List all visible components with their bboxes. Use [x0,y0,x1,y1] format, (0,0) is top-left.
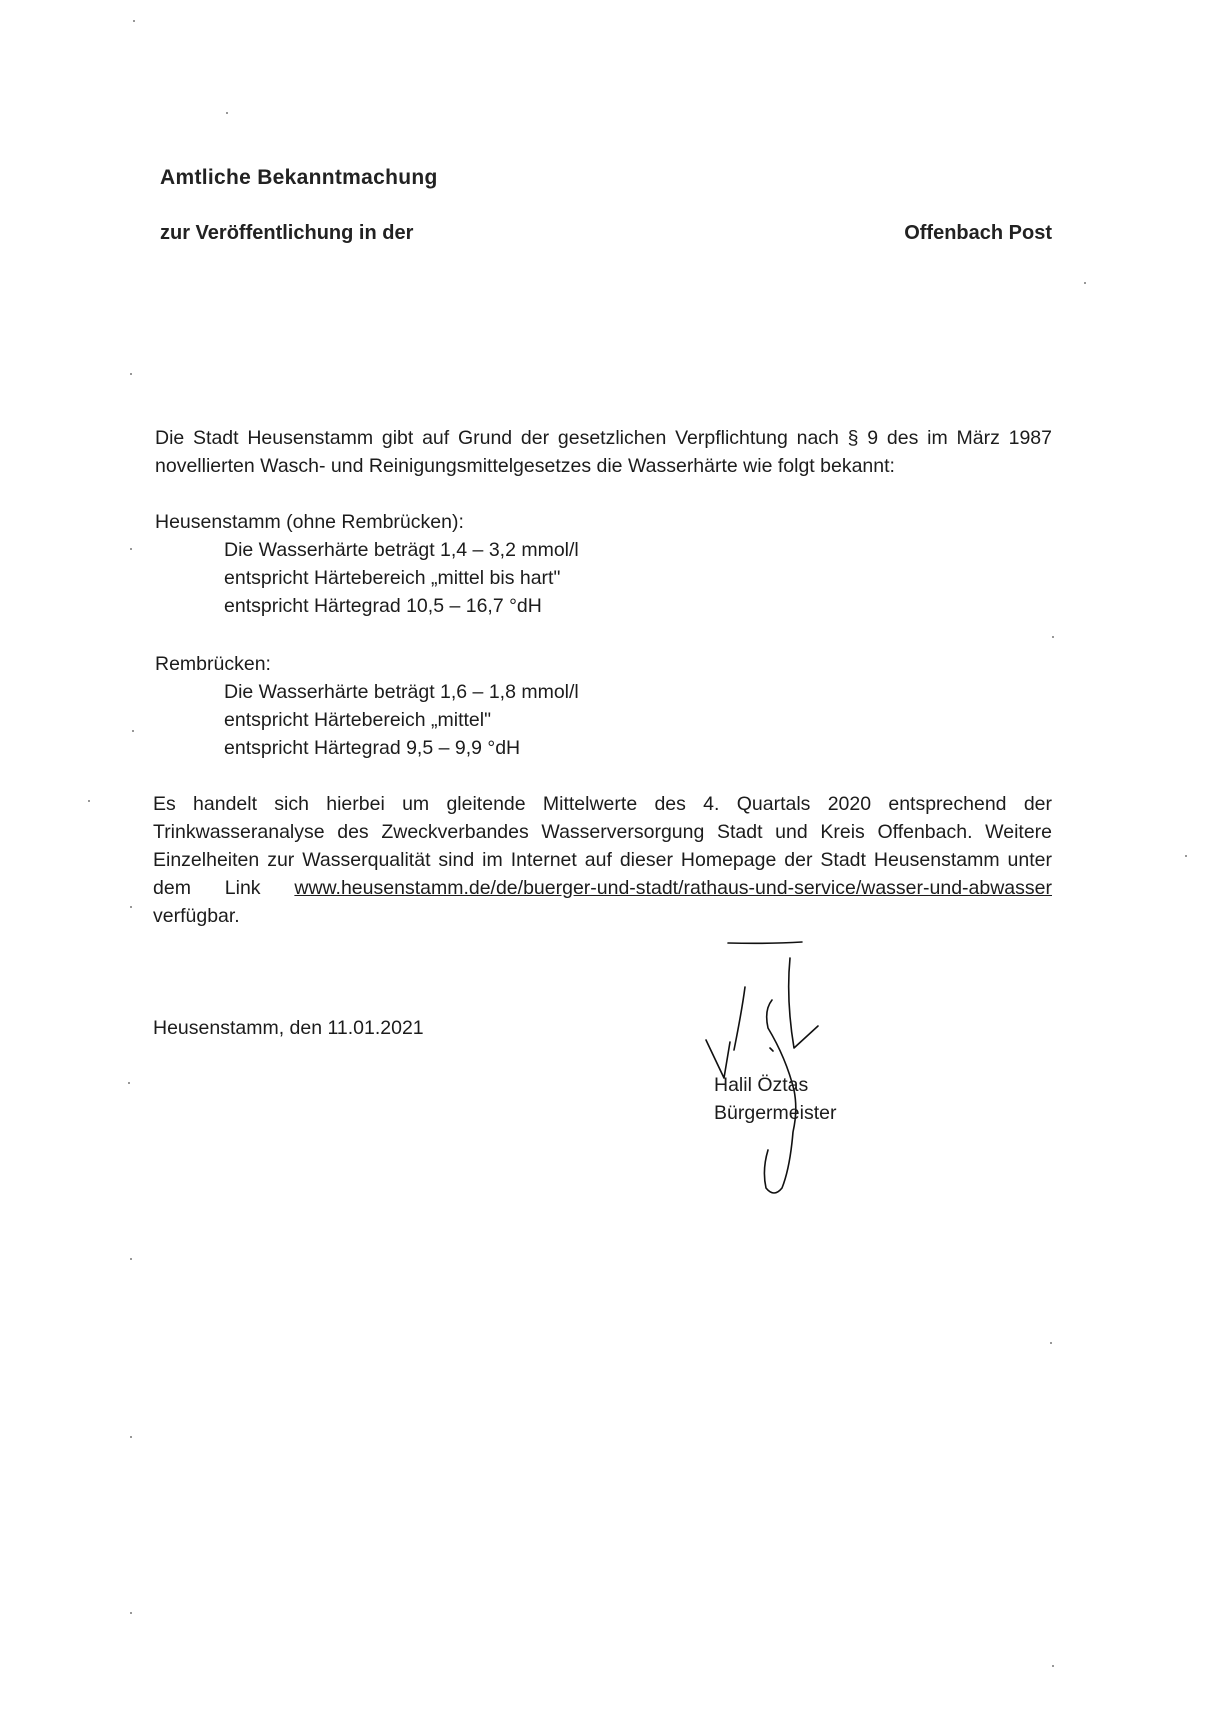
scan-speck [128,1082,130,1084]
hardness-range: entspricht Härtebereich „mittel bis hart" [224,567,561,589]
scan-speck [130,1258,132,1260]
newspaper-name: Offenbach Post [904,222,1052,244]
scan-speck [226,112,228,114]
scan-speck [133,20,135,22]
link-word: Link [224,877,261,899]
area-rembruecken [155,650,579,762]
hardness-range: entspricht Härtebereich „mittel" [224,709,492,731]
closing-line: Einzelheiten zur Wasserqualität sind im Internet auf dieser Homepage der Stadt Heusenstamm unter [153,849,1052,871]
scan-speck [1084,282,1086,284]
scan-speck [1052,1665,1054,1667]
signer-name: Halil Öztas [714,1074,809,1096]
signer-block [714,1071,836,1127]
link-row [153,874,1052,902]
scan-speck [130,373,132,375]
signer-title: Bürgermeister [714,1102,837,1124]
document-title: Amtliche Bekanntmachung [160,166,438,189]
hardness-degree: entspricht Härtegrad 9,5 – 9,9 °dH [224,737,521,759]
scan-speck [130,548,132,550]
hardness-mmol: Die Wasserhärte beträgt 1,6 – 1,8 mmol/l [224,681,579,703]
scan-speck [1185,855,1187,857]
hardness-mmol: Die Wasserhärte beträgt 1,4 – 3,2 mmol/l [224,539,579,561]
area-heusenstamm [155,508,579,620]
hardness-degree: entspricht Härtegrad 10,5 – 16,7 °dH [224,595,542,617]
website-link[interactable]: www.heusenstamm.de/de/buerger-und-stadt/rathaus-und-service/wasser-und-abwasser [294,877,1052,899]
closing-line: Es handelt sich hierbei um gleitende Mittelwerte des 4. Quartals 2020 entsprechend der [153,793,1052,815]
intro-paragraph: Die Stadt Heusenstamm gibt auf Grund der gesetzlichen Verpflichtung nach § 9 des im März 1987 novellierten Wasch- und Reinigungsmittelgesetzes die Wasserhärte wie folgt bekannt: [155,427,1052,477]
signature-image [690,930,850,1200]
closing-last-line: verfügbar. [153,905,240,927]
scan-speck [88,800,90,802]
scan-speck [130,1612,132,1614]
link-prefix: dem [153,877,191,899]
area-name: Rembrücken: [155,653,271,675]
scan-speck [1052,636,1054,638]
closing-paragraph [153,790,1052,930]
date-line: Heusenstamm, den 11.01.2021 [153,1017,424,1039]
closing-line: Trinkwasseranalyse des Zweckverbandes Wasserversorgung Stadt und Kreis Offenbach. Weitere [153,821,1052,843]
scan-speck [132,730,134,732]
publication-label: zur Veröffentlichung in der [160,222,414,244]
scan-speck [130,1436,132,1438]
area-name: Heusenstamm (ohne Rembrücken): [155,511,464,533]
scan-speck [1050,1342,1052,1344]
scan-speck [130,906,132,908]
